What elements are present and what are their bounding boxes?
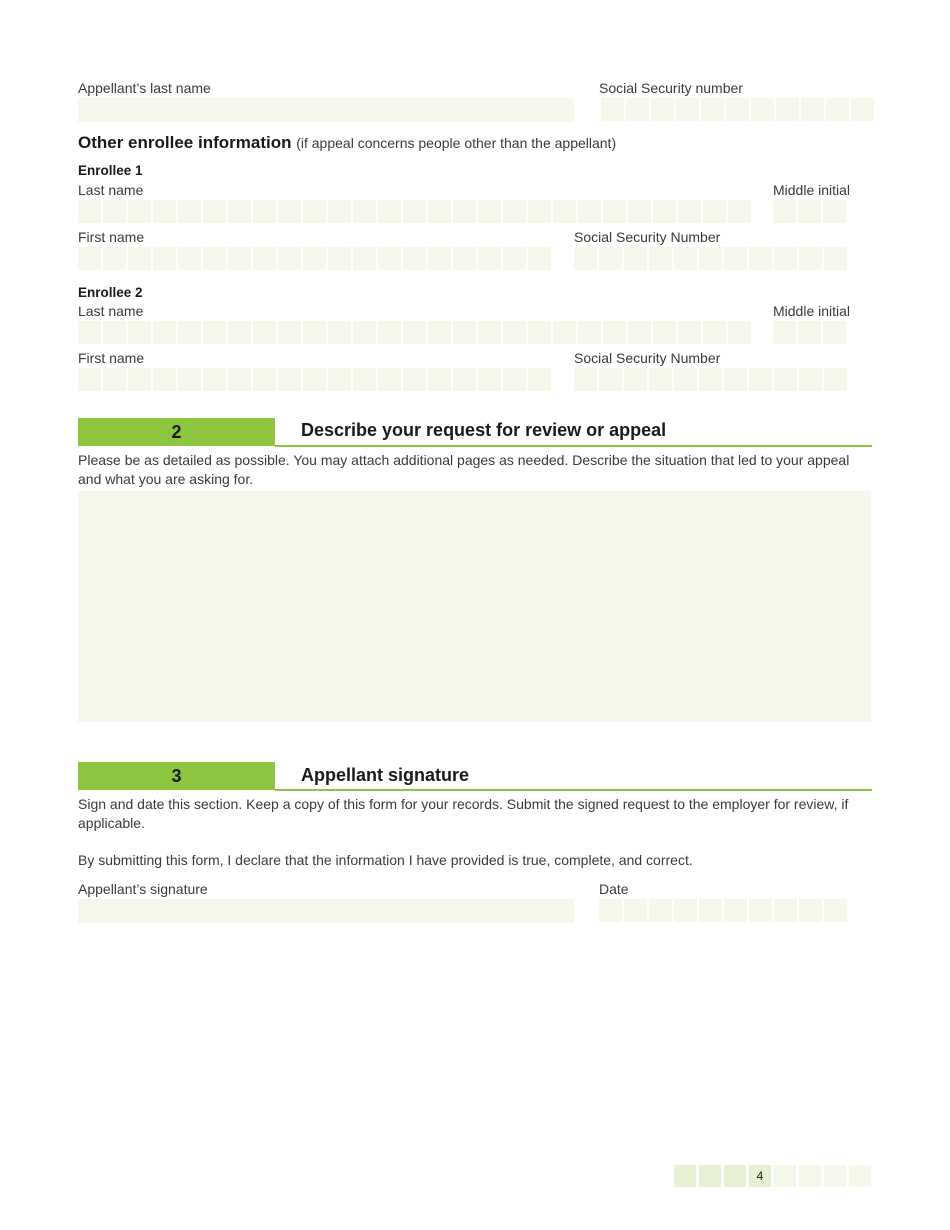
page-indicator-cell	[849, 1165, 871, 1187]
comb-cell[interactable]	[674, 368, 697, 391]
comb-cell[interactable]	[153, 247, 176, 270]
comb-cell[interactable]	[823, 321, 846, 344]
comb-cell[interactable]	[428, 368, 451, 391]
comb-cell[interactable]	[553, 200, 576, 223]
comb-cell[interactable]	[699, 368, 722, 391]
comb-cell[interactable]	[724, 899, 747, 922]
comb-cell[interactable]	[528, 321, 551, 344]
enrollee-2-ssn-field[interactable]	[574, 368, 847, 391]
page-indicator-cell	[774, 1165, 796, 1187]
enrollee-2-last-name-field[interactable]	[78, 321, 751, 344]
enrollee-2-middle-initial-label: Middle initial	[773, 303, 851, 319]
comb-cell[interactable]	[724, 247, 747, 270]
comb-cell[interactable]	[428, 247, 451, 270]
comb-cell[interactable]	[203, 321, 226, 344]
comb-cell[interactable]	[103, 247, 126, 270]
comb-cell[interactable]	[801, 98, 824, 121]
comb-cell[interactable]	[624, 899, 647, 922]
comb-cell[interactable]	[253, 200, 276, 223]
comb-cell[interactable]	[728, 321, 751, 344]
comb-cell[interactable]	[328, 321, 351, 344]
enrollee-2-last-name-label: Last name	[78, 303, 144, 319]
comb-cell[interactable]	[578, 200, 601, 223]
comb-cell[interactable]	[328, 368, 351, 391]
comb-cell[interactable]	[78, 321, 101, 344]
comb-cell[interactable]	[178, 321, 201, 344]
comb-cell[interactable]	[826, 98, 849, 121]
comb-cell[interactable]	[601, 98, 624, 121]
comb-cell[interactable]	[628, 200, 651, 223]
enrollee-1-middle-initial-label: Middle initial	[773, 182, 851, 198]
comb-cell[interactable]	[674, 899, 697, 922]
comb-cell[interactable]	[253, 321, 276, 344]
comb-cell[interactable]	[403, 321, 426, 344]
comb-cell[interactable]	[428, 200, 451, 223]
other-enrollee-heading-text: Other enrollee information	[78, 133, 292, 152]
comb-cell[interactable]	[378, 321, 401, 344]
enrollee-1-middle-initial-field[interactable]	[773, 200, 846, 223]
comb-cell[interactable]	[203, 200, 226, 223]
comb-cell[interactable]	[603, 200, 626, 223]
comb-cell[interactable]	[624, 368, 647, 391]
comb-cell[interactable]	[228, 247, 251, 270]
comb-cell[interactable]	[303, 200, 326, 223]
comb-cell[interactable]	[749, 368, 772, 391]
section-3-instructions: Sign and date this section. Keep a copy of this form for your records. Submit the signed request to the employer for review, if applicable.	[78, 796, 849, 831]
section-3-number: 3	[78, 762, 275, 790]
comb-cell[interactable]	[453, 200, 476, 223]
comb-cell[interactable]	[774, 899, 797, 922]
comb-cell[interactable]	[328, 200, 351, 223]
comb-cell[interactable]	[78, 200, 101, 223]
section-3-title: Appellant signature	[301, 765, 470, 785]
comb-cell[interactable]	[799, 899, 822, 922]
comb-cell[interactable]	[798, 200, 821, 223]
comb-cell[interactable]	[403, 368, 426, 391]
comb-cell[interactable]	[649, 368, 672, 391]
comb-cell[interactable]	[228, 321, 251, 344]
comb-cell[interactable]	[278, 321, 301, 344]
comb-cell[interactable]	[453, 321, 476, 344]
comb-cell[interactable]	[403, 200, 426, 223]
enrollee-1-ssn-field[interactable]	[574, 247, 847, 270]
comb-cell[interactable]	[128, 368, 151, 391]
comb-cell[interactable]	[278, 368, 301, 391]
comb-cell[interactable]	[203, 247, 226, 270]
comb-cell[interactable]	[103, 200, 126, 223]
comb-cell[interactable]	[624, 247, 647, 270]
appellant-last-name-field[interactable]	[78, 98, 574, 122]
comb-cell[interactable]	[153, 368, 176, 391]
comb-cell[interactable]	[128, 200, 151, 223]
comb-cell[interactable]	[773, 200, 796, 223]
comb-cell[interactable]	[328, 247, 351, 270]
comb-cell[interactable]	[478, 321, 501, 344]
comb-cell[interactable]	[503, 321, 526, 344]
page-indicator-cell	[799, 1165, 821, 1187]
comb-cell[interactable]	[403, 247, 426, 270]
comb-cell[interactable]	[353, 200, 376, 223]
comb-cell[interactable]	[253, 368, 276, 391]
comb-cell[interactable]	[653, 200, 676, 223]
comb-cell[interactable]	[378, 368, 401, 391]
comb-cell[interactable]	[653, 321, 676, 344]
page-indicator-cell	[674, 1165, 696, 1187]
enrollee-1-last-name-label: Last name	[78, 182, 144, 198]
enrollee-2-ssn-label: Social Security Number	[574, 350, 721, 366]
comb-cell[interactable]	[674, 247, 697, 270]
comb-cell[interactable]	[228, 200, 251, 223]
comb-cell[interactable]	[478, 247, 501, 270]
comb-cell[interactable]	[78, 368, 101, 391]
other-enrollee-heading	[78, 133, 616, 153]
comb-cell[interactable]	[824, 899, 847, 922]
enrollee-2-first-name-field[interactable]	[78, 368, 551, 391]
signature-field[interactable]	[78, 899, 574, 923]
comb-cell[interactable]	[776, 98, 799, 121]
comb-cell[interactable]	[503, 247, 526, 270]
comb-cell[interactable]	[599, 247, 622, 270]
comb-cell[interactable]	[378, 200, 401, 223]
section-2-title: Describe your request for review or appeal	[301, 420, 667, 440]
comb-cell[interactable]	[703, 200, 726, 223]
section-2-rule	[275, 445, 872, 447]
comb-cell[interactable]	[701, 98, 724, 121]
enrollee-1-first-name-field[interactable]	[78, 247, 551, 270]
comb-cell[interactable]	[774, 247, 797, 270]
comb-cell[interactable]	[278, 247, 301, 270]
comb-cell[interactable]	[528, 200, 551, 223]
enrollee-1-last-name-field[interactable]	[78, 200, 751, 223]
comb-cell[interactable]	[824, 247, 847, 270]
comb-cell[interactable]	[851, 98, 874, 121]
comb-cell[interactable]	[378, 247, 401, 270]
comb-cell[interactable]	[503, 368, 526, 391]
enrollee-2-middle-initial-field[interactable]	[773, 321, 846, 344]
appellant-ssn-field[interactable]	[601, 98, 874, 121]
page-indicator-cell	[699, 1165, 721, 1187]
comb-cell[interactable]	[678, 321, 701, 344]
enrollee-2-first-name-label: First name	[78, 350, 145, 366]
comb-cell[interactable]	[773, 321, 796, 344]
comb-cell[interactable]	[676, 98, 699, 121]
comb-cell[interactable]	[353, 247, 376, 270]
appellant-last-name-label: Appellant’s last name	[78, 80, 211, 96]
comb-cell[interactable]	[574, 247, 597, 270]
section-3-rule	[275, 789, 872, 791]
request-description-textarea[interactable]	[78, 491, 871, 722]
comb-cell[interactable]	[699, 247, 722, 270]
comb-cell[interactable]	[626, 98, 649, 121]
section-2-number: 2	[78, 418, 275, 446]
comb-cell[interactable]	[799, 247, 822, 270]
comb-cell[interactable]	[798, 321, 821, 344]
comb-cell[interactable]	[628, 321, 651, 344]
other-enrollee-note: (if appeal concerns people other than the appellant)	[296, 135, 617, 151]
comb-cell[interactable]	[553, 321, 576, 344]
comb-cell[interactable]	[678, 200, 701, 223]
comb-cell[interactable]	[799, 368, 822, 391]
comb-cell[interactable]	[728, 200, 751, 223]
comb-cell[interactable]	[478, 200, 501, 223]
comb-cell[interactable]	[703, 321, 726, 344]
comb-cell[interactable]	[749, 247, 772, 270]
section-2-instructions: Please be as detailed as possible. You may attach additional pages as needed. Describe the situation that led to your appeal and what you are asking for.	[78, 452, 850, 487]
comb-cell[interactable]	[453, 247, 476, 270]
comb-cell[interactable]	[528, 368, 551, 391]
comb-cell[interactable]	[153, 200, 176, 223]
appellant-ssn-label: Social Security number	[599, 80, 743, 96]
enrollee-1-first-name-label: First name	[78, 229, 145, 245]
comb-cell[interactable]	[751, 98, 774, 121]
comb-cell[interactable]	[353, 368, 376, 391]
enrollee-1-title: Enrollee 1	[78, 163, 143, 178]
date-label: Date	[599, 881, 629, 897]
comb-cell[interactable]	[649, 899, 672, 922]
comb-cell[interactable]	[128, 321, 151, 344]
comb-cell[interactable]	[253, 247, 276, 270]
section-3-declaration: By submitting this form, I declare that the information I have provided is true, complete, and correct.	[78, 852, 693, 868]
comb-cell[interactable]	[303, 321, 326, 344]
comb-cell[interactable]	[228, 368, 251, 391]
comb-cell[interactable]	[528, 247, 551, 270]
enrollee-2-title: Enrollee 2	[78, 285, 143, 300]
comb-cell[interactable]	[599, 368, 622, 391]
comb-cell[interactable]	[574, 368, 597, 391]
page-indicator-cell	[724, 1165, 746, 1187]
comb-cell[interactable]	[824, 368, 847, 391]
comb-cell[interactable]	[478, 368, 501, 391]
comb-cell[interactable]	[178, 368, 201, 391]
comb-cell[interactable]	[103, 368, 126, 391]
comb-cell[interactable]	[726, 98, 749, 121]
page-indicator	[674, 1165, 871, 1187]
comb-cell[interactable]	[128, 247, 151, 270]
comb-cell[interactable]	[153, 321, 176, 344]
comb-cell[interactable]	[724, 368, 747, 391]
comb-cell[interactable]	[699, 899, 722, 922]
comb-cell[interactable]	[303, 368, 326, 391]
comb-cell[interactable]	[78, 247, 101, 270]
comb-cell[interactable]	[774, 368, 797, 391]
comb-cell[interactable]	[178, 247, 201, 270]
comb-cell[interactable]	[599, 899, 622, 922]
comb-cell[interactable]	[651, 98, 674, 121]
comb-cell[interactable]	[303, 247, 326, 270]
comb-cell[interactable]	[203, 368, 226, 391]
comb-cell[interactable]	[649, 247, 672, 270]
page-indicator-cell	[824, 1165, 846, 1187]
comb-cell[interactable]	[578, 321, 601, 344]
comb-cell[interactable]	[823, 200, 846, 223]
comb-cell[interactable]	[453, 368, 476, 391]
page-number: 4	[749, 1165, 771, 1187]
comb-cell[interactable]	[428, 321, 451, 344]
comb-cell[interactable]	[278, 200, 301, 223]
signature-label: Appellant’s signature	[78, 881, 208, 897]
enrollee-1-ssn-label: Social Security Number	[574, 229, 721, 245]
comb-cell[interactable]	[178, 200, 201, 223]
comb-cell[interactable]	[603, 321, 626, 344]
comb-cell[interactable]	[103, 321, 126, 344]
comb-cell[interactable]	[353, 321, 376, 344]
comb-cell[interactable]	[503, 200, 526, 223]
date-field[interactable]	[599, 899, 847, 922]
comb-cell[interactable]	[749, 899, 772, 922]
